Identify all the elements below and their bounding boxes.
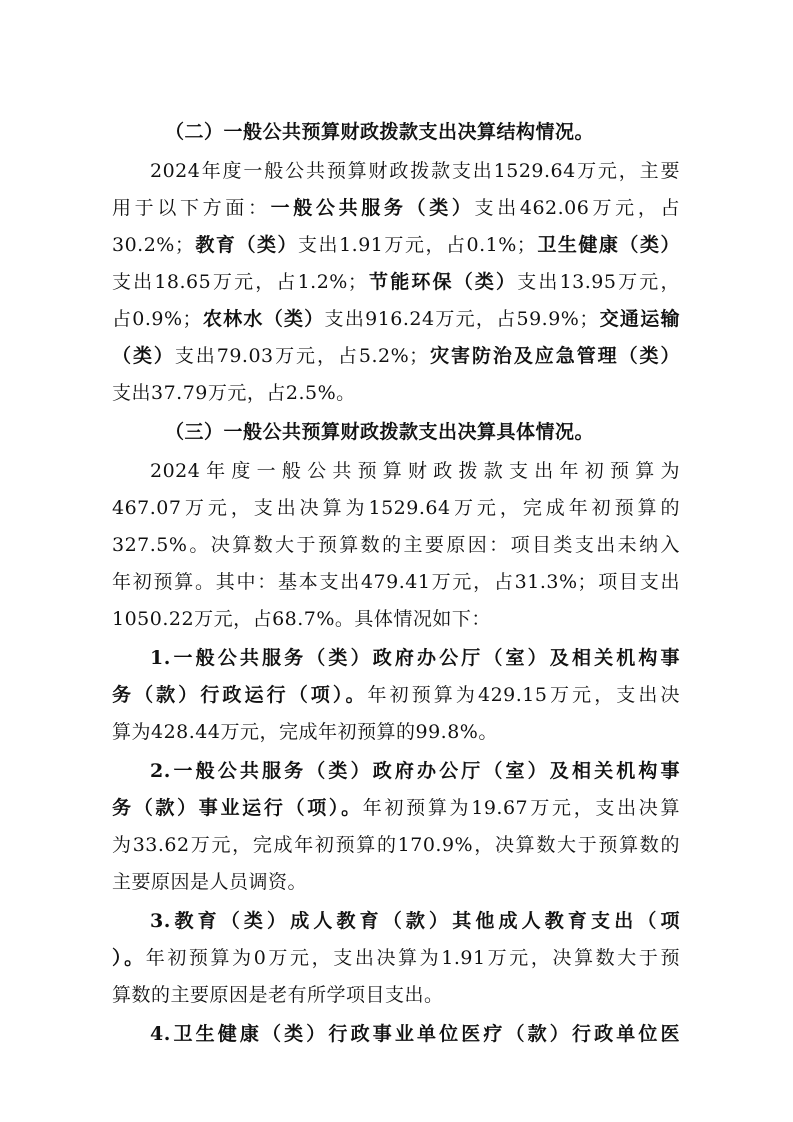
category-name: 节能环保（类） (367, 271, 518, 293)
category-name: （类） (112, 345, 175, 367)
item-heading-tail: ）。 (112, 947, 146, 969)
text-run: 年初预算为0万元，支出决算为1.91万元，决算数大于预 (145, 947, 680, 969)
paragraph-line: 467.07万元，支出决算为1529.64万元，完成年初预算的 (112, 497, 680, 519)
paragraph-line (112, 680, 680, 707)
text-run: 支出18.65万元，占1.2%； (112, 271, 368, 293)
section-heading-structure: （二）一般公共预算财政拨款支出决算结构情况。 (165, 121, 595, 143)
paragraph-line: 算数的主要原因是老有所学项目支出。 (112, 984, 444, 1006)
category-name: 卫生健康（类） (536, 234, 680, 256)
text-run: 支出462.06万元，占 (474, 197, 680, 219)
text-run: 支出916.24万元，占59.9%； (324, 308, 599, 330)
text-run: 支出13.95万元， (517, 271, 680, 293)
text-run: 年初预算为429.15万元，支出决 (367, 684, 680, 706)
category-name: 教育（类） (194, 234, 299, 256)
paragraph-line (112, 193, 680, 220)
category-name: 一般公共服务（类） (270, 197, 475, 219)
category-name: 农林水（类） (202, 308, 325, 330)
text-run: 用于以下方面： (112, 197, 271, 219)
item-heading-tail: 务（款）事业运行（项）。 (112, 797, 363, 819)
category-name: 交通运输 (598, 308, 680, 330)
paragraph-line: 2024年度一般公共预算财政拨款支出1529.64万元，主要 (150, 160, 680, 182)
paragraph-line (112, 943, 680, 970)
paragraph-line: 算为428.44万元，完成年初预算的99.8%。 (112, 721, 498, 743)
section-heading-detail: （三）一般公共预算财政拨款支出决算具体情况。 (165, 421, 595, 443)
item-heading: 2.一般公共服务（类）政府办公厅（室）及相关机构事 (150, 760, 680, 782)
paragraph-line (112, 267, 680, 294)
paragraph-line: 2024年度一般公共预算财政拨款支出年初预算为 (150, 460, 680, 482)
paragraph-line: 年初预算。其中：基本支出479.41万元，占31.3%；项目支出 (112, 571, 680, 593)
text-run: 支出79.03万元，占5.2%； (174, 345, 429, 367)
paragraph-line: 327.5%。决算数大于预算数的主要原因：项目类支出未纳入 (112, 534, 680, 556)
paragraph-line (112, 230, 680, 257)
category-name: 灾害防治及应急管理（类） (428, 345, 680, 367)
paragraph-line: 主要原因是人员调资。 (112, 871, 308, 893)
paragraph-line: 1050.22万元，占68.7%。具体情况如下： (112, 608, 491, 630)
text-run: 年初预算为19.67万元，支出决算 (362, 797, 680, 819)
text-run: 占0.9%； (112, 308, 203, 330)
item-heading: 4.卫生健康（类）行政事业单位医疗（款）行政单位医 (150, 1023, 680, 1045)
paragraph-line: 为33.62万元，完成年初预算的170.9%，决算数大于预算数的 (112, 834, 680, 856)
text-run: 支出1.91万元，占0.1%； (298, 234, 537, 256)
item-heading: 3.教育（类）成人教育（款）其他成人教育支出（项 (150, 910, 680, 932)
paragraph-line (112, 793, 680, 820)
item-heading-tail: 务（款）行政运行（项）。 (112, 684, 368, 706)
text-run: 30.2%； (112, 234, 195, 256)
paragraph-line: 支出37.79万元，占2.5%。 (112, 382, 356, 404)
paragraph-line (112, 341, 680, 368)
item-heading: 1.一般公共服务（类）政府办公厅（室）及相关机构事 (150, 647, 680, 669)
paragraph-line (112, 304, 680, 331)
